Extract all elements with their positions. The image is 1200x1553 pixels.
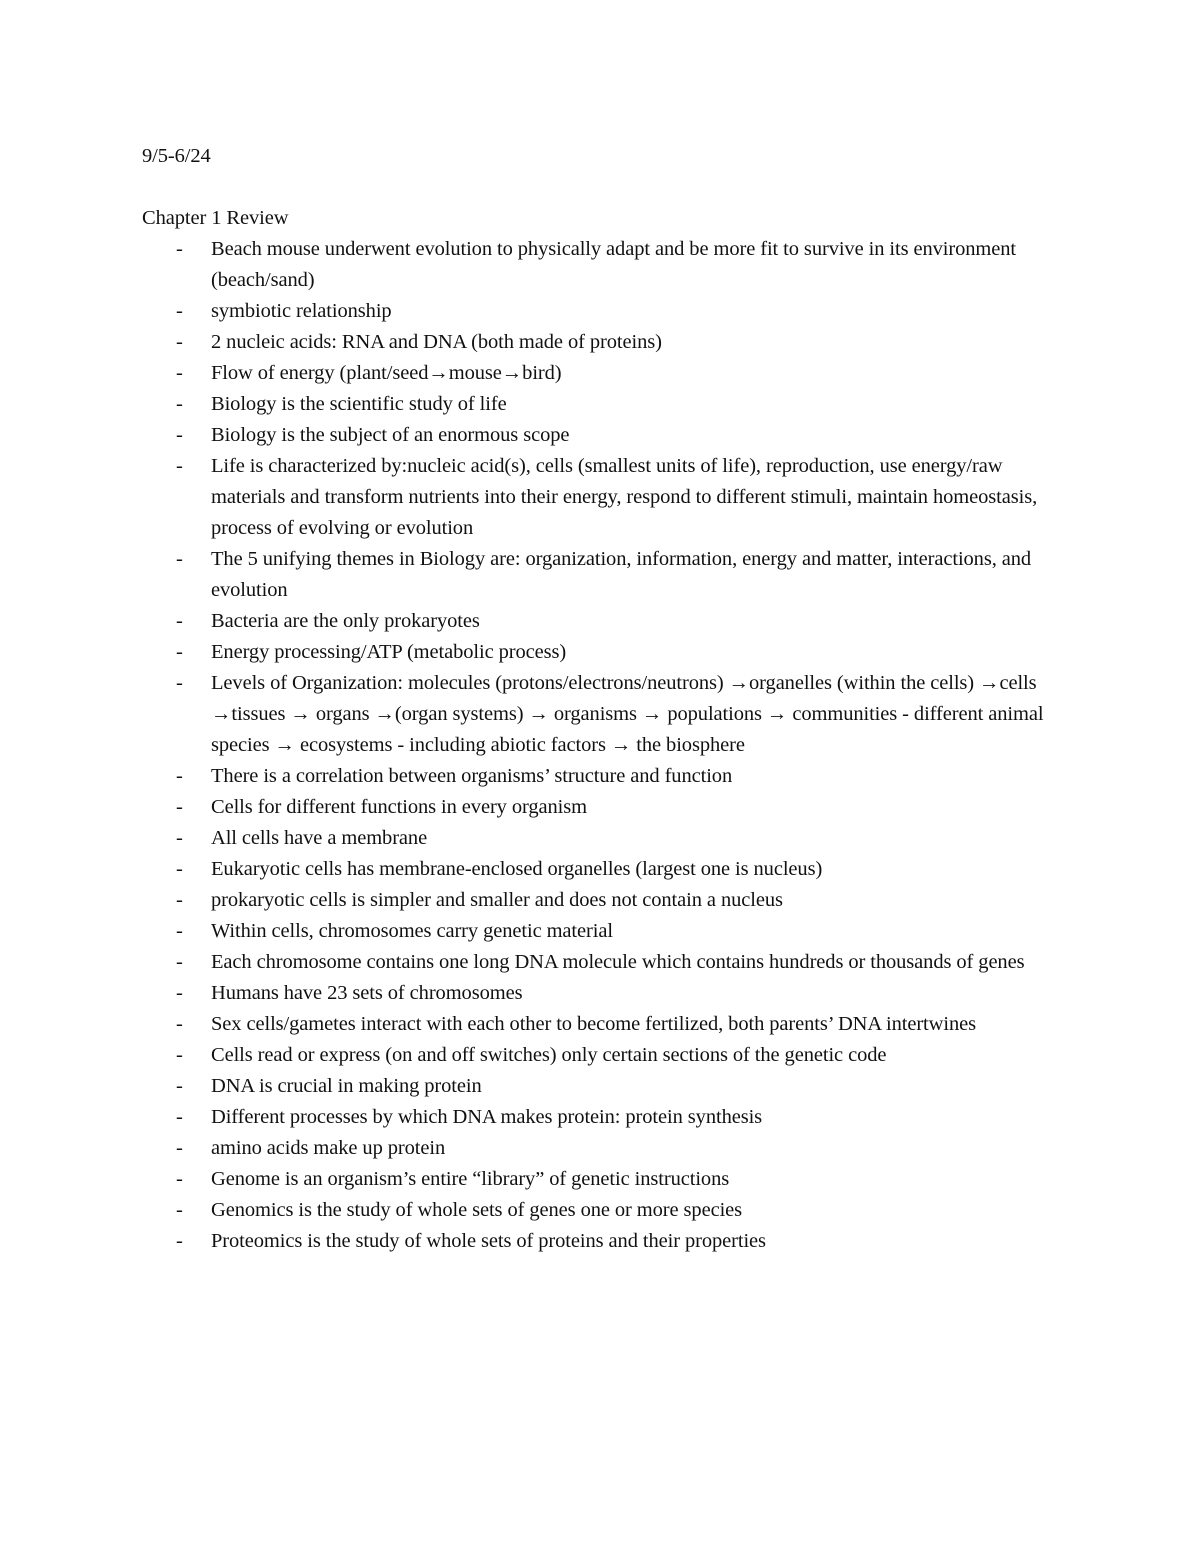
note-text: All cells have a membrane — [211, 827, 428, 849]
note-text: Humans have 23 sets of chromosomes — [211, 982, 523, 1004]
list-item — [142, 792, 1072, 823]
list-item — [142, 358, 1072, 389]
note-text: There is a correlation between organisms’ structure and function — [211, 765, 733, 787]
bullet-dash: - — [176, 858, 183, 880]
bullet-dash: - — [176, 238, 183, 260]
note-text: Biology is the subject of an enormous scope — [211, 424, 570, 446]
bullet-dash: - — [176, 1106, 183, 1128]
bullet-dash: - — [176, 1044, 183, 1066]
chapter-heading: Chapter 1 Review — [142, 207, 289, 229]
note-text: Cells for different functions in every organism — [211, 796, 587, 818]
bullet-dash: - — [176, 362, 183, 384]
list-item — [142, 1040, 1072, 1071]
list-item — [142, 637, 1072, 668]
notes-list — [142, 234, 1072, 1257]
list-item — [142, 885, 1072, 916]
bullet-dash: - — [176, 300, 183, 322]
list-item — [142, 1071, 1072, 1102]
bullet-dash: - — [176, 920, 183, 942]
note-text: Genome is an organism’s entire “library” of genetic instructions — [211, 1168, 730, 1190]
bullet-dash: - — [176, 827, 183, 849]
note-date: 9/5-6/24 — [142, 145, 211, 167]
bullet-dash: - — [176, 1137, 183, 1159]
bullet-dash: - — [176, 1013, 183, 1035]
list-item — [142, 1102, 1072, 1133]
document-body — [142, 141, 1072, 1257]
bullet-dash: - — [176, 796, 183, 818]
note-text: Eukaryotic cells has membrane-enclosed organelles (largest one is nucleus) — [211, 858, 823, 880]
note-text: The 5 unifying themes in Biology are: organization, information, energy and matter, interactions, and evolution — [211, 548, 1032, 601]
list-item — [142, 916, 1072, 947]
note-text: Each chromosome contains one long DNA molecule which contains hundreds or thousands of genes — [211, 951, 1025, 973]
list-item — [142, 606, 1072, 637]
note-text: Energy processing/ATP (metabolic process) — [211, 641, 567, 663]
note-text: symbiotic relationship — [211, 300, 392, 322]
note-text: Cells read or express (on and off switches) only certain sections of the genetic code — [211, 1044, 887, 1066]
note-text: 2 nucleic acids: RNA and DNA (both made of proteins) — [211, 331, 662, 353]
bullet-dash: - — [176, 331, 183, 353]
note-text: Within cells, chromosomes carry genetic material — [211, 920, 613, 942]
note-text: Genomics is the study of whole sets of genes one or more species — [211, 1199, 743, 1221]
list-item — [142, 668, 1072, 761]
bullet-dash: - — [176, 641, 183, 663]
list-item — [142, 451, 1072, 544]
list-item — [142, 544, 1072, 606]
bullet-dash: - — [176, 672, 183, 694]
list-item — [142, 327, 1072, 358]
bullet-dash: - — [176, 951, 183, 973]
note-text: Different processes by which DNA makes protein: protein synthesis — [211, 1106, 763, 1128]
bullet-dash: - — [176, 1230, 183, 1252]
list-item — [142, 389, 1072, 420]
list-item — [142, 1009, 1072, 1040]
list-item — [142, 947, 1072, 978]
list-item — [142, 1133, 1072, 1164]
bullet-dash: - — [176, 889, 183, 911]
list-item — [142, 978, 1072, 1009]
list-item — [142, 234, 1072, 296]
bullet-dash: - — [176, 610, 183, 632]
list-item — [142, 420, 1072, 451]
note-text: Proteomics is the study of whole sets of proteins and their properties — [211, 1230, 766, 1252]
note-text: Sex cells/gametes interact with each other to become fertilized, both parents’ DNA intertwines — [211, 1013, 976, 1035]
note-text: prokaryotic cells is simpler and smaller and does not contain a nucleus — [211, 889, 783, 911]
note-text: Flow of energy (plant/seed→mouse→bird) — [211, 362, 562, 384]
bullet-dash: - — [176, 1075, 183, 1097]
bullet-dash: - — [176, 548, 183, 570]
list-item — [142, 1226, 1072, 1257]
note-text: Biology is the scientific study of life — [211, 393, 507, 415]
note-text: amino acids make up protein — [211, 1137, 446, 1159]
list-item — [142, 1164, 1072, 1195]
bullet-dash: - — [176, 455, 183, 477]
note-text: Bacteria are the only prokaryotes — [211, 610, 480, 632]
bullet-dash: - — [176, 424, 183, 446]
blank-line — [142, 172, 1072, 203]
bullet-dash: - — [176, 1199, 183, 1221]
note-text: DNA is crucial in making protein — [211, 1075, 482, 1097]
note-text: Levels of Organization: molecules (protons/electrons/neutrons) →organelles (within the cells) →cells →tissues → organs →(organ systems) → organisms → populations → communities - different animal species → ecosystems - including abiotic factors → the biosphere — [211, 672, 1044, 756]
note-text: Beach mouse underwent evolution to physically adapt and be more fit to survive in its environment (beach/sand) — [211, 238, 1016, 291]
list-item — [142, 854, 1072, 885]
list-item — [142, 296, 1072, 327]
list-item — [142, 823, 1072, 854]
bullet-dash: - — [176, 765, 183, 787]
list-item — [142, 1195, 1072, 1226]
bullet-dash: - — [176, 982, 183, 1004]
bullet-dash: - — [176, 1168, 183, 1190]
list-item — [142, 761, 1072, 792]
bullet-dash: - — [176, 393, 183, 415]
note-text: Life is characterized by:nucleic acid(s), cells (smallest units of life), reproduction, use energy/raw materials and transform nutrients into their energy, respond to different stimuli, maintain homeostasis, process of evolving or evolution — [211, 455, 1038, 539]
